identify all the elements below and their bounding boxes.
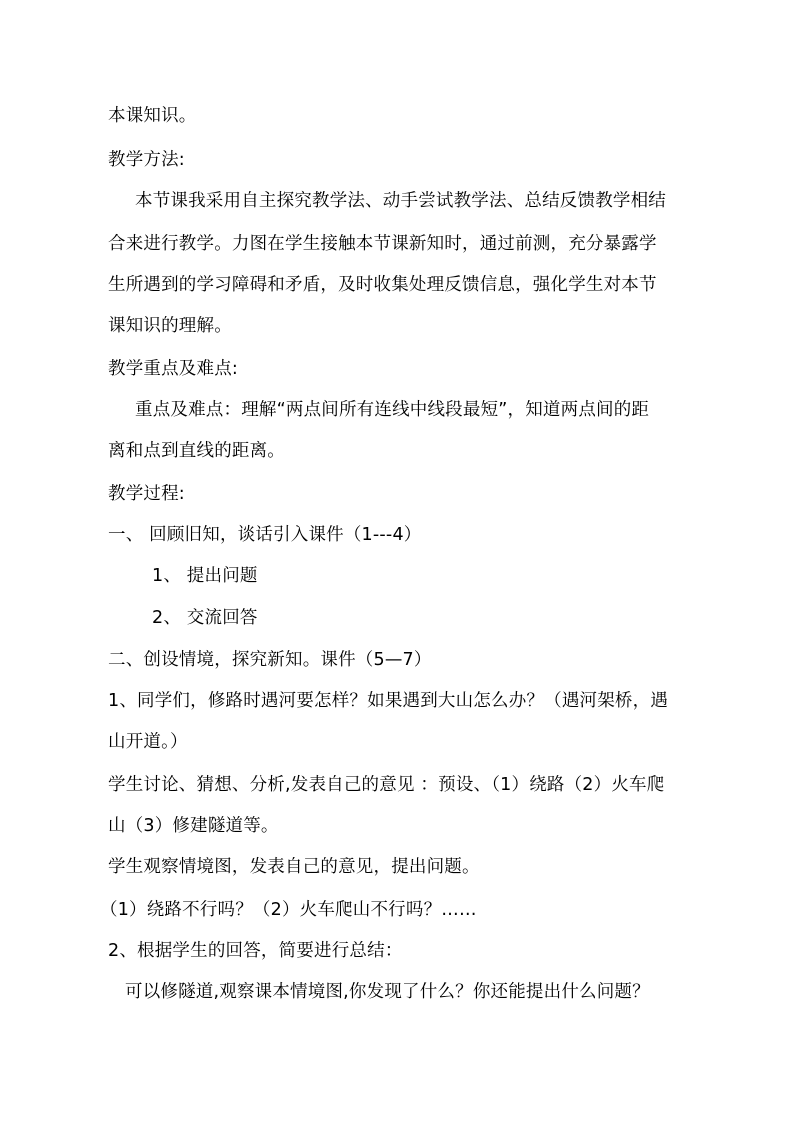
list-item-step-one: 一、 回顾旧知，谈话引入课件（1---4） bbox=[108, 525, 422, 545]
paragraph-line: （1）绕路不行吗？（2）火车爬山不行吗？…… bbox=[100, 900, 477, 920]
paragraph-line: 山开道。） bbox=[108, 732, 188, 752]
paragraph-line: 合来进行教学。力图在学生接触本节课新知时，通过前测，充分暴露学 bbox=[108, 234, 657, 254]
sub-list-item: 2、 交流回答 bbox=[152, 608, 258, 628]
paragraph-line: 可以修隧道,观察课本情境图,你发现了什么？你还能提出什么问题？ bbox=[125, 982, 650, 1002]
paragraph-line: 离和点到直线的距离。 bbox=[108, 441, 285, 461]
paragraph-line: 学生观察情境图，发表自己的意见，提出问题。 bbox=[108, 857, 480, 877]
paragraph-line: 重点及难点：理解“两点间所有连线中线段最短”，知道两点间的距 bbox=[135, 400, 650, 420]
section-heading-methods: 教学方法: bbox=[108, 150, 185, 170]
paragraph-line: 生所遇到的学习障碍和矛盾，及时收集处理反馈信息，强化学生对本节 bbox=[108, 275, 657, 295]
list-item-step-two: 二、创设情境，探究新知。课件（5—7） bbox=[108, 650, 432, 670]
section-heading-process: 教学过程: bbox=[108, 484, 185, 504]
paragraph-line: 1、同学们，修路时遇河要怎样？如果遇到大山怎么办？（遇河架桥，遇 bbox=[108, 691, 669, 711]
paragraph-line: 课知识的理解。 bbox=[108, 316, 232, 336]
paragraph-line: 2、根据学生的回答，简要进行总结： bbox=[108, 941, 403, 961]
sub-list-item: 1、 提出问题 bbox=[152, 566, 258, 586]
section-heading-key-points: 教学重点及难点: bbox=[108, 359, 238, 379]
paragraph-line: 山（3）修建隧道等。 bbox=[108, 816, 279, 836]
paragraph-line: 学生讨论、猜想、分析,发表自己的意见 ：预设、（1）绕路（2）火车爬 bbox=[108, 775, 665, 795]
text-line: 本课知识。 bbox=[108, 106, 197, 126]
paragraph-line: 本节课我采用自主探究教学法、动手尝试教学法、总结反馈教学相结 bbox=[135, 191, 666, 211]
